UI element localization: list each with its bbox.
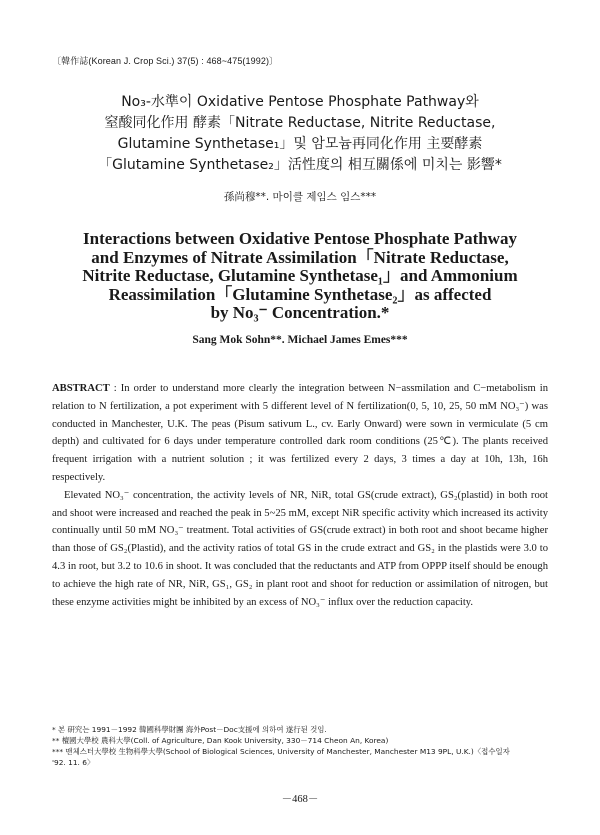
english-title-line: Reassimilation「Glutamine Synthetase₂」as affected <box>108 284 492 304</box>
abstract <box>52 380 548 611</box>
korean-title <box>40 92 560 176</box>
english-title-line: by No₃⁻ Concentration.* <box>210 303 390 322</box>
journal-citation: 〔韓作誌(Korean J. Crop Sci.) 37(5) : 468~475(1992)〕 <box>52 56 279 66</box>
english-title-line: Interactions between Oxidative Pentose Phosphate Pathway <box>83 229 517 248</box>
footnote: * 본 研究는 1991－1992 韓國科學財團 海外Post－Doc支援에 의하여 遂行된 것임. <box>52 725 327 734</box>
korean-title-line: 窒酸同化作用 酵素「Nitrate Reductase, Nitrite Reductase, <box>104 115 496 131</box>
korean-title-line: 「Glutamine Synthetase₂」活性度의 相互關係에 미치는 影響* <box>98 157 502 173</box>
abstract-paragraph: Elevated NO₃⁻ concentration, the activity levels of NR, NiR, total GS(crude extract), GS₂(plastid) in both root and shoot were increased and reached the peak in 5~25 mM, except NiR specific activity which increased its activity continually until 50 mM NO₃⁻ treatment. Total activities of GS(crude extract) in both root and shoot became higher than those of GS₂(Plastid), and the activity ratios of total GS in the crude extract and GS₂ in the plastids were 3.0 to 4.3 in root, but 3.2 to 10.6 in shoot. It was concluded that the reductants and ATP from OPPP itself should be enough to achieve the high rate of NR, NiR, GS₁, GS₂ in plant root and shoot for reduction or assimilation of nitrogen, but these enzyme activities might be inhibited by an excess of NO₃⁻ influx over the reduction capacity. <box>52 489 548 608</box>
korean-authors: 孫尚穆**. 마이클 제임스 임스*** <box>223 191 377 203</box>
abstract-label: ABSTRACT <box>52 383 110 394</box>
abstract-paragraph <box>52 380 548 487</box>
korean-title-line: No₃-水準이 Oxidative Pentose Phosphate Pathway와 <box>121 94 479 110</box>
footnote: '92. 11. 6〉 <box>52 758 95 767</box>
footnotes <box>52 724 552 768</box>
footnote: ** 檀國大學校 農科大學(Coll. of Agriculture, Dan Kook University, 330－714 Cheon An, Korea) <box>52 736 389 745</box>
footnote: *** 맨체스터大學校 生物科學大學(School of Biological Sciences, University of Manchester, Manchester M13 9PL, U.K.)〈접수일자 <box>52 747 510 756</box>
english-authors: Sang Mok Sohn**. Michael James Emes*** <box>192 334 408 346</box>
korean-title-line: Glutamine Synthetase₁」및 암모늄再同化作用 主要酵素 <box>117 136 483 152</box>
english-title-line: and Enzymes of Nitrate Assimilation「Nitrate Reductase, <box>91 247 509 267</box>
english-title-line: Nitrite Reductase, Glutamine Synthetase₁」and Ammonium <box>82 266 518 285</box>
english-title <box>40 230 560 323</box>
abstract-text: : In order to understand more clearly the integration between N−assmilation and C−metabolism in relation to N fertilization, a pot experiment with 5 different level of N fertilization(0, 5, 10, 25, 50 mM NO₃⁻) was conducted in Manchester, U.K. The peas (Pisum sativum L., cv. Early Onward) were sown in vermiculate (5 cm depth) and cultivated for 6 days under temperature controlled dark room conditions (25℃). The plants received frequent irrigation with a nutrient solution ; it was fertilized every 2 days, 3 times a day at 10h, 13h, 16h respectively. <box>52 383 548 483</box>
page-number: －468－ <box>281 794 319 805</box>
